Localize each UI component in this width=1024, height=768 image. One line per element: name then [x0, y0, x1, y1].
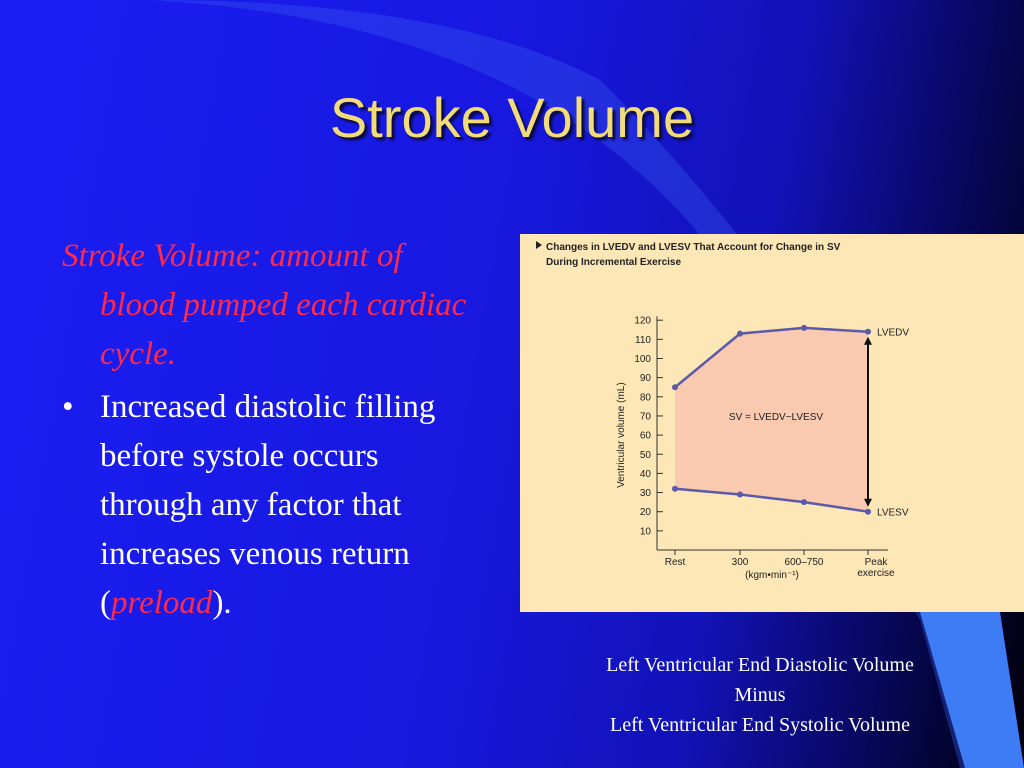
bullet-dot: • [62, 389, 74, 425]
slide-body [62, 232, 482, 628]
y-axis-label: Ventricular volume (mL) [616, 382, 627, 488]
y-tick-label: 70 [639, 411, 651, 423]
chart-title-line: During Incremental Exercise [546, 257, 682, 268]
y-tick-label: 10 [639, 526, 651, 538]
y-tick-label: 20 [639, 507, 651, 519]
caption-line-1: Left Ventricular End Diastolic Volume [606, 654, 914, 676]
x-tick-label: Peak [864, 557, 888, 568]
bullet-suffix: ). [212, 585, 232, 621]
sv-annotation: SV = LVEDV−LVESV [728, 411, 824, 423]
data-point-lvesv [737, 491, 743, 497]
y-tick-label: 120 [634, 315, 651, 327]
x-tick-label: exercise [857, 568, 895, 579]
chart-svg [520, 234, 1024, 612]
data-point-lvedv [737, 331, 743, 337]
preload-term: preload [111, 585, 213, 621]
data-point-lvedv [672, 384, 678, 390]
y-tick-label: 110 [635, 334, 651, 346]
title-marker-icon [536, 241, 542, 249]
y-tick-label: 60 [639, 430, 651, 442]
chart-figure [520, 234, 1024, 612]
caption-line-2: Minus [734, 684, 786, 706]
x-tick-label: 600–750 [784, 557, 824, 568]
data-point-lvedv [801, 325, 807, 331]
y-tick-label: 30 [639, 488, 651, 500]
data-point-lvedv [865, 329, 871, 335]
slide-title: Stroke Volume [329, 86, 695, 149]
series-label-lvesv: LVESV [877, 507, 909, 519]
data-point-lvesv [865, 509, 871, 515]
chart-title-line: Changes in LVEDV and LVESV That Account for Change in SV [546, 242, 841, 253]
series-label-lvedv: LVEDV [877, 327, 910, 339]
y-tick-label: 50 [639, 449, 651, 461]
y-tick-label: 100 [634, 354, 651, 365]
x-tick-label: Rest [664, 557, 686, 568]
bullet-text: Increased diastolic filling before systole occurs through any factor that increases venous return ( [100, 389, 436, 621]
y-tick-label: 40 [639, 468, 651, 480]
caption-line-3: Left Ventricular End Systolic Volume [610, 714, 910, 736]
data-point-lvesv [801, 499, 807, 505]
y-tick-label: 90 [639, 373, 651, 385]
x-tick-label: 300 [731, 557, 749, 568]
x-axis-label: (kgm•min⁻¹) [745, 570, 799, 581]
data-point-lvesv [672, 486, 678, 492]
y-tick-label: 80 [639, 392, 651, 404]
bullet-item [62, 383, 482, 628]
caption [520, 650, 1000, 740]
definition-text: Stroke Volume: amount of blood pumped each cardiac cycle. [62, 238, 467, 372]
